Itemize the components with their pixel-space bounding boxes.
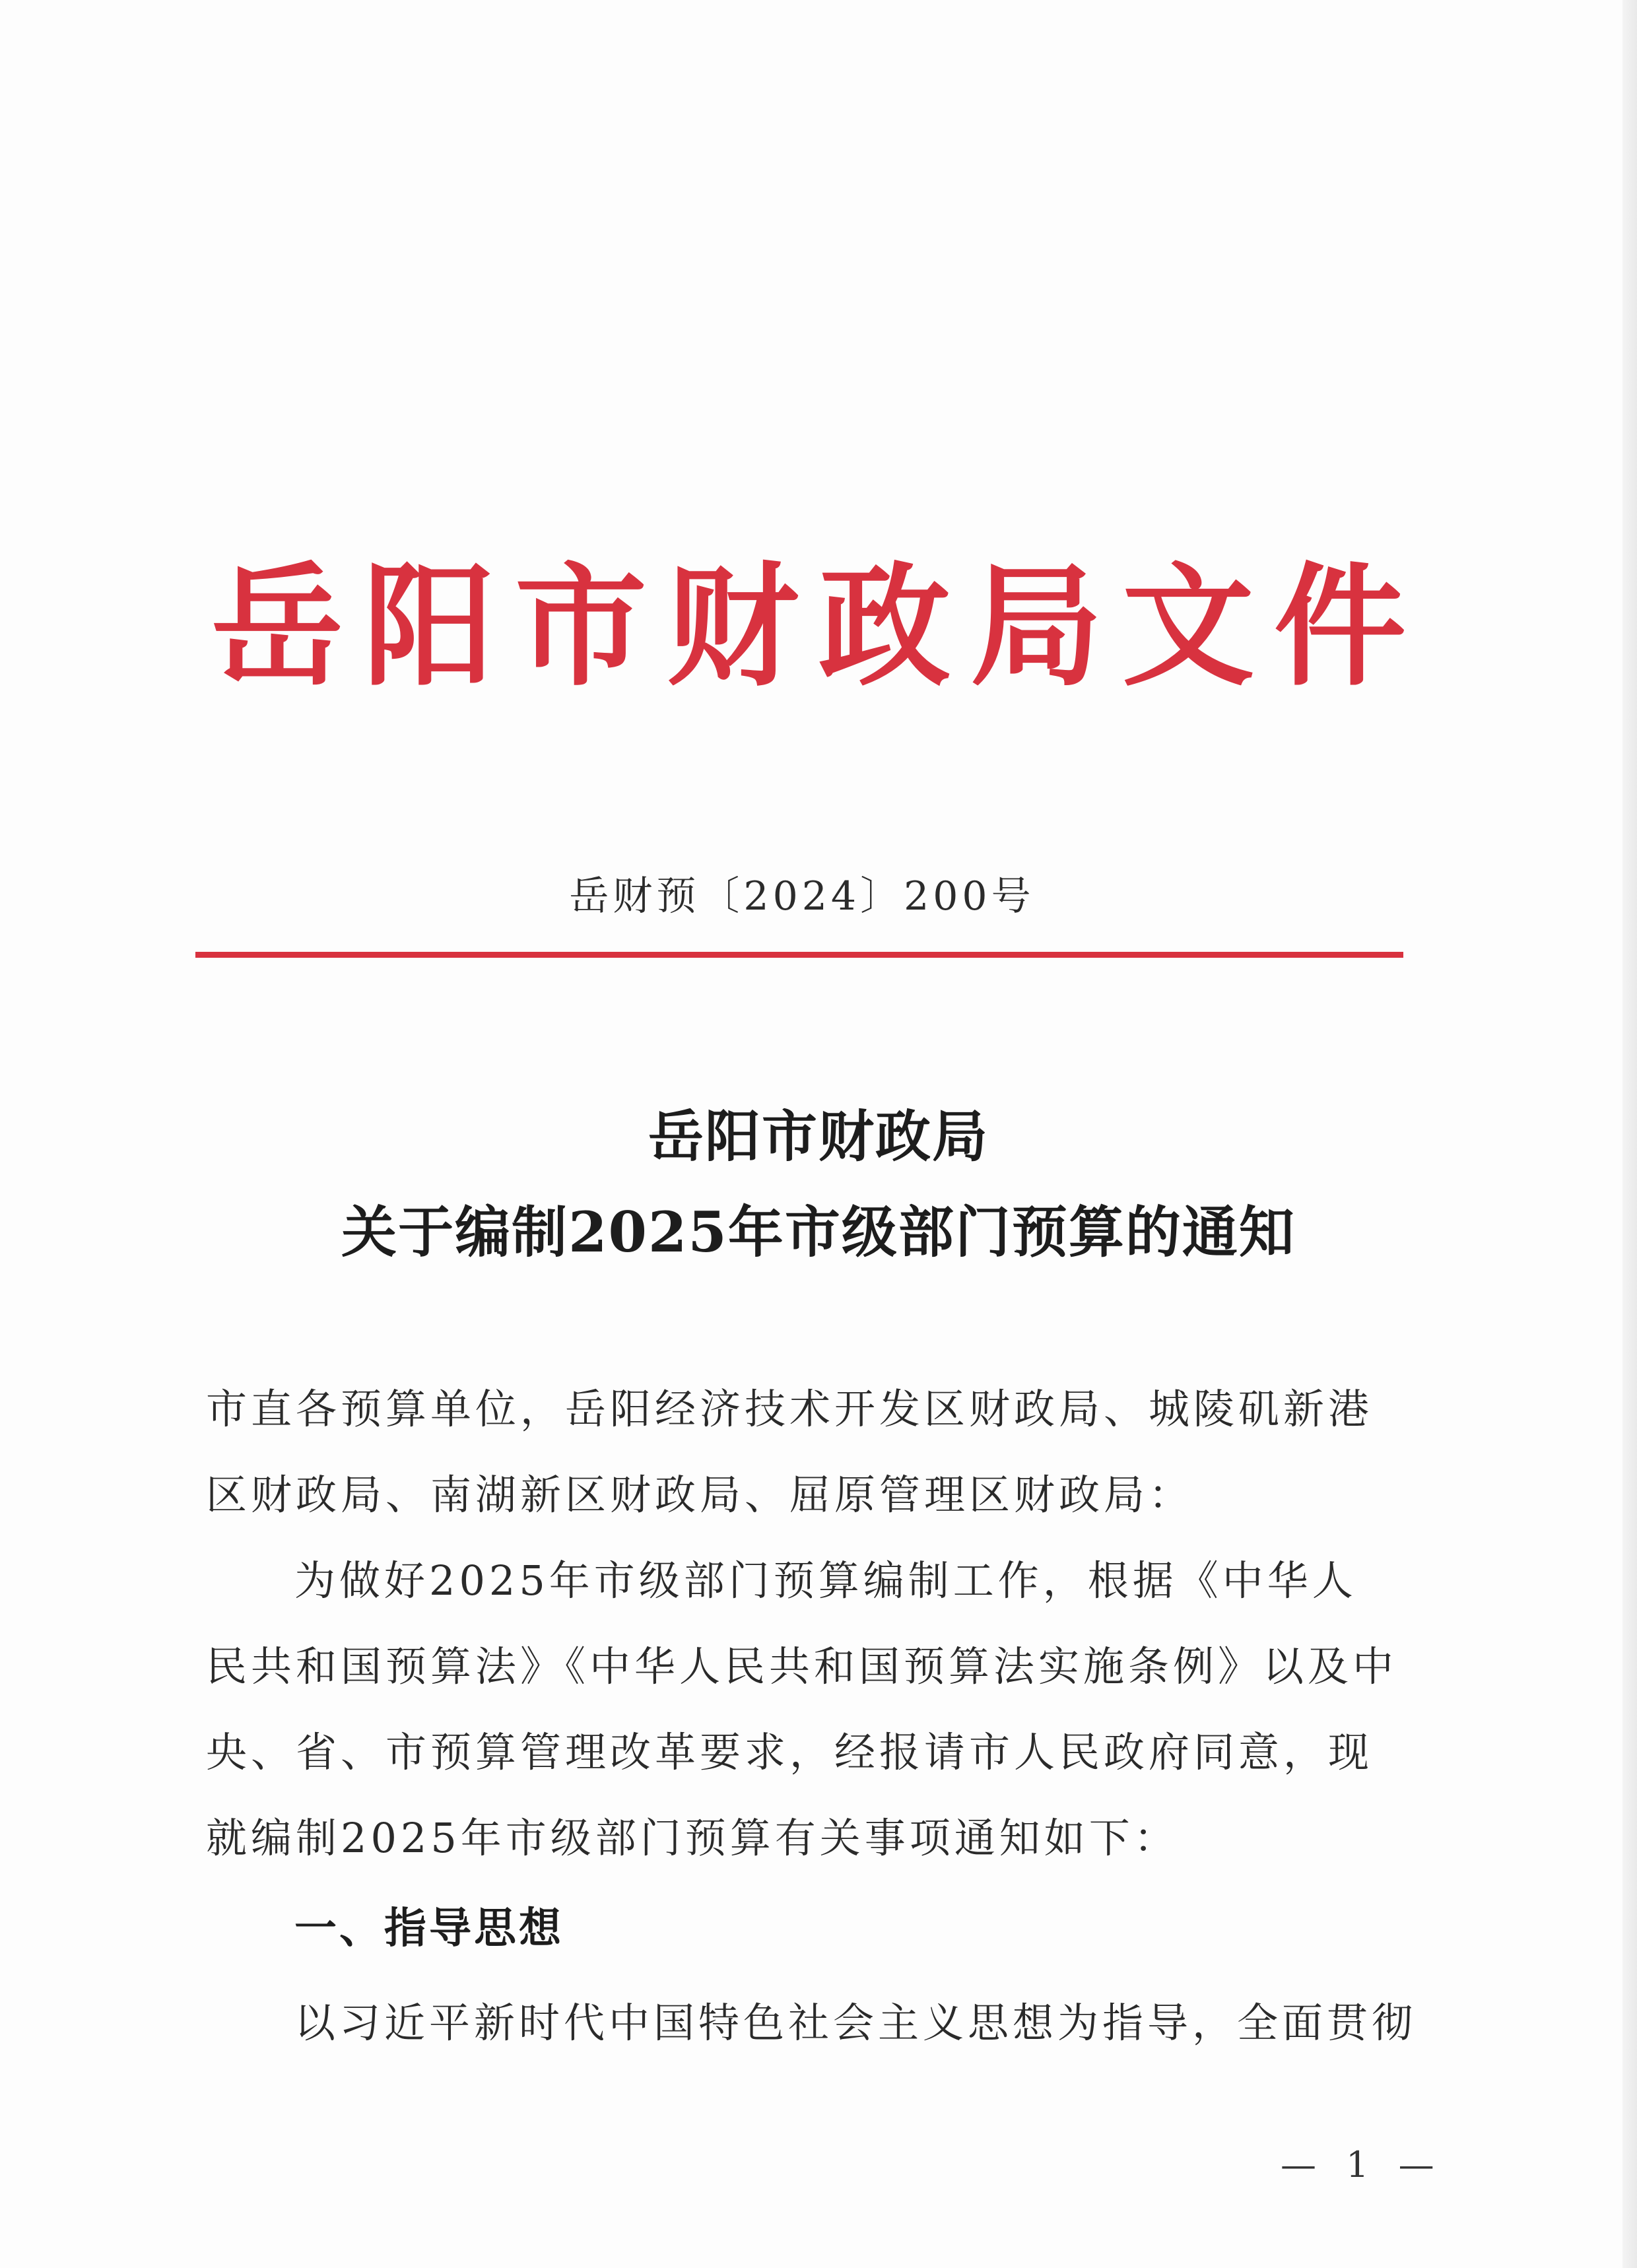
section-heading-guiding-ideology: 一、指导思想 — [294, 1904, 564, 1953]
document-number: 岳财预〔2024〕200号 — [569, 873, 1035, 919]
body-paragraph-guiding-ideology: 以习近平新时代中国特色社会主义思想为指导，全面贯彻 — [294, 1999, 1417, 2047]
title-issuer: 岳阳市财政局 — [648, 1104, 989, 1169]
title-subject: 关于编制2025年市级部门预算的通知 — [341, 1199, 1296, 1265]
issuer-banner: 岳阳市财政局文件 — [211, 549, 1426, 704]
addressee-paragraph: 市直各预算单位，岳阳经济技术开发区财政局、城陵矶新港区财政局、南湖新区财政局、屈原管理区财政局： — [206, 1385, 1374, 1519]
body-paragraph-intro: 为做好2025年市级部门预算编制工作，根据《中华人民共和国预算法》《中华人民共和国预算法实施条例》以及中央、省、市预算管理改革要求，经报请市人民政府同意，现就编制2025年市级部门预算有关事项通知如下： — [206, 1556, 1398, 1862]
page-number: — 1 — — [1281, 2144, 1444, 2185]
red-divider-line — [195, 952, 1403, 958]
